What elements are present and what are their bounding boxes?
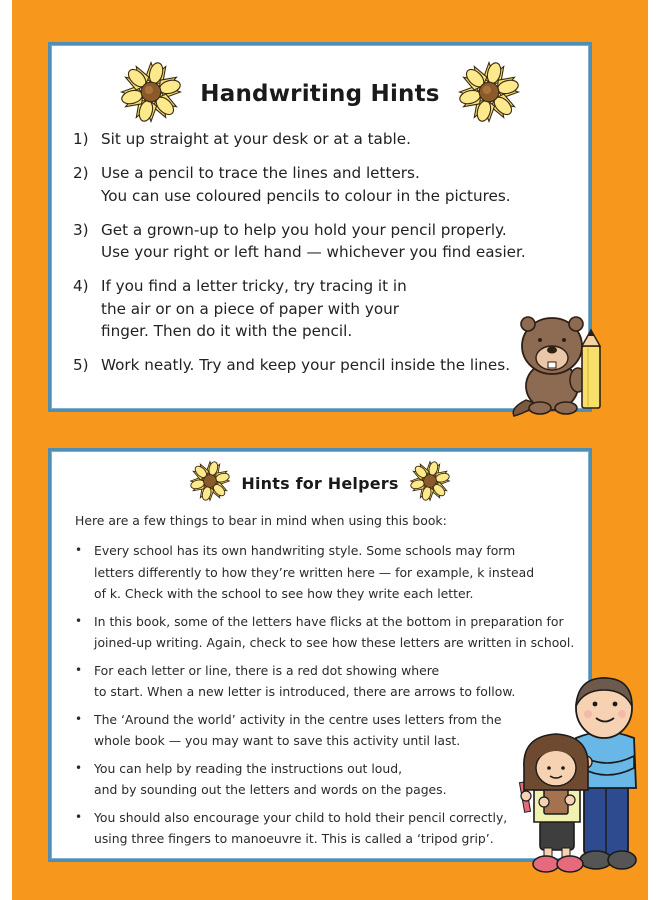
- bullet-icon: •: [75, 809, 83, 824]
- bullet-icon: •: [75, 711, 83, 726]
- hint-text: Use a pencil to trace the lines and letters.: [101, 164, 420, 182]
- bullet-text: and by sounding out the letters and words on the pages.: [94, 782, 447, 797]
- hint-text: If you find a letter tricky, try tracing it in: [101, 277, 407, 295]
- hint-text: finger. Then do it with the pencil.: [101, 322, 353, 340]
- hint-list: [73, 128, 579, 388]
- hint-number: 2): [73, 164, 89, 182]
- hint-number: 5): [73, 356, 89, 374]
- hint-text: You can use coloured pencils to colour in the pictures.: [101, 186, 511, 205]
- bullet-icon: •: [75, 662, 83, 677]
- hint-number: 3): [73, 220, 89, 239]
- bullet-icon: •: [75, 760, 83, 775]
- bullet-text: joined-up writing. Again, check to see how these letters are written in school.: [94, 635, 575, 650]
- bullet-text: In this book, some of the letters have flicks at the bottom in preparation for: [94, 613, 564, 629]
- bullet-text: using three fingers to manoeuvre it. This is called a ‘tripod grip’.: [94, 831, 494, 846]
- section-title: Hints for Helpers: [241, 473, 399, 493]
- page-title: Handwriting Hints: [200, 81, 440, 107]
- hint-item: [73, 219, 579, 264]
- bullet-text: You can help by reading the instructions out loud,: [94, 760, 403, 776]
- hint-item: [73, 128, 579, 151]
- panel-header: [51, 457, 589, 509]
- bullet-text: of k. Check with the school to see how they write each letter.: [94, 586, 474, 601]
- adult-and-child-illustration: [500, 672, 648, 878]
- bullet-item: [75, 611, 579, 654]
- bullet-text: whole book — you may want to save this activity until last.: [94, 733, 461, 748]
- sunflower-icon: [454, 57, 524, 131]
- hint-number: 1): [73, 130, 89, 148]
- hint-text: Use your right or left hand — whichever you find easier.: [101, 243, 526, 261]
- hint-item: [73, 275, 579, 343]
- hint-text: Get a grown-up to help you hold your pencil properly.: [101, 220, 507, 239]
- bullet-text: For each letter or line, there is a red dot showing where: [94, 662, 440, 678]
- beaver-with-pencil-illustration: [508, 300, 620, 418]
- hint-item: [73, 162, 579, 207]
- bullet-text: The ‘Around the world’ activity in the centre uses letters from the: [94, 711, 502, 727]
- bullet-icon: •: [75, 543, 83, 557]
- bullet-text: You should also encourage your child to hold their pencil correctly,: [94, 809, 508, 825]
- intro-text: Here are a few things to bear in mind when using this book:: [75, 513, 447, 528]
- sunflower-icon: [187, 458, 233, 508]
- bullet-item: [75, 540, 579, 605]
- hint-item: [73, 354, 579, 377]
- bullet-text: to start. When a new letter is introduced, there are arrows to follow.: [94, 684, 516, 699]
- panel-header: [51, 59, 589, 129]
- hint-text: the air or on a piece of paper with your: [101, 299, 399, 318]
- hint-text: Sit up straight at your desk or at a table.: [101, 130, 411, 148]
- bullet-text: letters differently to how they’re written here — for example, k instead: [94, 564, 535, 580]
- bullet-text: Every school has its own handwriting style. Some schools may form: [94, 543, 516, 558]
- hint-number: 4): [73, 277, 89, 295]
- hint-text: Work neatly. Try and keep your pencil inside the lines.: [101, 356, 511, 374]
- bullet-icon: •: [75, 613, 83, 628]
- sunflower-icon: [116, 57, 186, 131]
- sunflower-icon: [407, 458, 453, 508]
